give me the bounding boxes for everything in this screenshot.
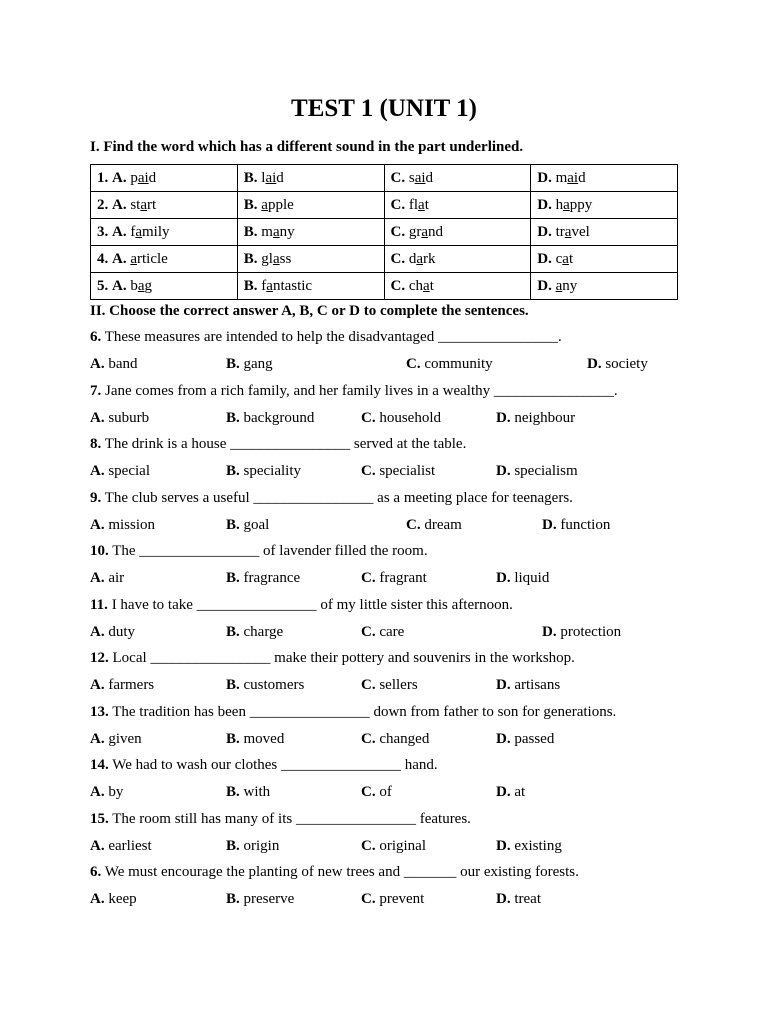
- question-number: 14.: [90, 757, 109, 773]
- option-text: earliest: [108, 837, 152, 854]
- option-letter: C.: [361, 837, 376, 854]
- word-part: s: [408, 170, 415, 186]
- word-part: ntastic: [272, 278, 313, 294]
- answer-option: [496, 408, 575, 428]
- question-number: 6.: [90, 329, 102, 345]
- option-text: household: [379, 409, 442, 426]
- question-number: 1.: [97, 170, 109, 186]
- underlined-sound: a: [418, 197, 425, 213]
- question-text: The ________________ of lavender filled the room.: [112, 543, 428, 559]
- underlined-sound: a: [261, 197, 268, 213]
- question-text: I have to take ________________ of my little sister this afternoon.: [111, 596, 513, 613]
- option-text: of: [379, 784, 392, 800]
- option-letter: D.: [537, 251, 552, 267]
- answer-option: [226, 622, 283, 642]
- option-letter: C.: [390, 224, 406, 240]
- option-letter: A.: [112, 251, 127, 267]
- word-part: mily: [142, 224, 170, 240]
- question-number: 8.: [90, 436, 102, 452]
- option-letter: A.: [90, 730, 105, 747]
- table-cell: [237, 273, 384, 300]
- section-2-heading: II. Choose the correct answer A, B, C or D to complete the sentences.: [90, 303, 529, 319]
- answer-option: [226, 782, 270, 802]
- question: [90, 755, 690, 782]
- underlined-sound: ai: [265, 170, 277, 186]
- option-text: liquid: [514, 570, 550, 586]
- option-letter: B.: [226, 730, 240, 747]
- option-letter: C.: [361, 570, 376, 586]
- option-letter: A.: [90, 356, 105, 372]
- answer-option: [226, 515, 269, 535]
- table-cell: [531, 219, 678, 246]
- option-letter: C.: [406, 516, 421, 533]
- table-cell: [237, 192, 384, 219]
- table-cell: [237, 219, 384, 246]
- answer-option: [361, 461, 435, 481]
- question-text: The club serves a useful ________________ as a meeting place for teenagers.: [104, 489, 573, 506]
- option-text: protection: [560, 623, 622, 640]
- table-cell: [531, 165, 678, 192]
- option-letter: C.: [390, 170, 406, 186]
- question: [90, 541, 690, 568]
- answer-option: [361, 836, 426, 856]
- option-letter: B.: [243, 251, 258, 267]
- option-text: with: [243, 784, 271, 800]
- option-letter: B.: [226, 784, 240, 800]
- option-letter: B.: [226, 623, 240, 640]
- option-letter: C.: [390, 197, 406, 213]
- word-part: rticle: [137, 251, 168, 267]
- answer-option: [90, 675, 154, 695]
- answer-option: [361, 729, 429, 749]
- option-letter: D.: [587, 356, 602, 372]
- answer-options: [90, 889, 690, 916]
- answer-options: [90, 408, 690, 435]
- answer-option: [496, 461, 578, 481]
- question-number: 15.: [90, 810, 109, 827]
- table-cell: [91, 246, 238, 273]
- table-cell: [531, 192, 678, 219]
- option-letter: A.: [112, 224, 127, 240]
- option-text: farmers: [108, 677, 155, 693]
- word-part: nd: [428, 224, 444, 240]
- word-part: ch: [408, 278, 424, 294]
- table-cell: [384, 219, 531, 246]
- table-row: [91, 273, 678, 300]
- option-letter: B.: [226, 891, 240, 907]
- option-text: origin: [243, 837, 280, 854]
- question-number: 3.: [97, 224, 109, 240]
- answer-option: [406, 354, 493, 374]
- underlined-sound: a: [272, 224, 280, 240]
- question: [90, 488, 690, 515]
- table-cell: [91, 273, 238, 300]
- option-letter: B.: [243, 197, 258, 213]
- underlined-sound: a: [555, 278, 563, 294]
- question: [90, 595, 690, 622]
- answer-option: [496, 729, 554, 749]
- table-cell: [384, 246, 531, 273]
- option-letter: A.: [90, 409, 105, 426]
- underlined-sound: a: [266, 278, 273, 294]
- word-part: rt: [147, 197, 157, 213]
- option-text: artisans: [514, 677, 561, 693]
- word-part: b: [130, 278, 138, 294]
- table-row: [91, 246, 678, 273]
- option-letter: D.: [496, 784, 511, 800]
- option-letter: C.: [361, 409, 376, 426]
- answer-options: [90, 461, 690, 488]
- question: [90, 702, 690, 729]
- page-title: TEST 1 (UNIT 1): [291, 95, 477, 122]
- word-part: c: [555, 251, 563, 267]
- answer-option: [90, 782, 123, 802]
- word-part: t: [424, 197, 429, 213]
- underlined-sound: ai: [414, 170, 426, 186]
- answer-options: [90, 568, 690, 595]
- word-part: gl: [261, 251, 273, 267]
- question-number: 10.: [90, 543, 109, 559]
- option-letter: A.: [90, 891, 105, 907]
- option-letter: C.: [406, 356, 421, 372]
- question: [90, 862, 690, 889]
- answer-option: [226, 729, 284, 749]
- word-part: t: [429, 278, 434, 294]
- table-cell: [237, 165, 384, 192]
- option-letter: D.: [537, 197, 552, 213]
- option-text: by: [108, 784, 124, 800]
- table-row: [91, 165, 678, 192]
- word-part: f: [261, 278, 267, 294]
- underlined-sound: a: [137, 278, 145, 294]
- option-letter: D.: [496, 463, 511, 479]
- question-text: The room still has many of its ________________ features.: [112, 810, 471, 827]
- option-letter: D.: [542, 516, 557, 533]
- option-letter: D.: [537, 224, 552, 240]
- question-number: 6.: [90, 864, 102, 880]
- option-text: changed: [379, 730, 430, 747]
- question-number: 12.: [90, 650, 109, 666]
- word-part: p: [130, 170, 138, 186]
- word-part: vel: [571, 224, 590, 240]
- option-text: preserve: [243, 891, 295, 907]
- underlined-sound: ai: [137, 170, 149, 186]
- answer-option: [226, 889, 294, 909]
- option-letter: B.: [226, 463, 240, 479]
- option-text: keep: [108, 891, 137, 907]
- question-number: 11.: [90, 596, 108, 613]
- option-text: charge: [243, 623, 284, 640]
- underlined-sound: a: [272, 251, 280, 267]
- answer-option: [90, 889, 137, 909]
- question-text: The drink is a house ________________ served at the table.: [104, 436, 467, 452]
- option-text: mission: [108, 516, 156, 533]
- underlined-sound: ai: [567, 170, 579, 186]
- word-part: ppy: [569, 197, 593, 213]
- question-number: 13.: [90, 703, 109, 720]
- word-part: ny: [279, 224, 295, 240]
- option-letter: B.: [226, 516, 240, 533]
- option-text: specialism: [514, 463, 578, 479]
- underlined-sound: a: [423, 278, 430, 294]
- option-text: fragrant: [379, 570, 427, 586]
- question: [90, 327, 690, 354]
- option-text: at: [514, 784, 526, 800]
- question-text: Jane comes from a rich family, and her family lives in a wealthy ________________.: [105, 382, 618, 399]
- underlined-sound: a: [421, 224, 429, 240]
- option-text: speciality: [243, 463, 301, 479]
- option-letter: D.: [496, 837, 511, 854]
- word-part: d: [408, 251, 417, 267]
- table-cell: [384, 165, 531, 192]
- option-text: function: [560, 516, 611, 533]
- table-cell: [91, 165, 238, 192]
- option-letter: B.: [226, 837, 240, 854]
- option-letter: D.: [496, 730, 511, 747]
- answer-option: [226, 408, 314, 428]
- option-text: sellers: [379, 677, 418, 693]
- word-part: pple: [267, 197, 294, 213]
- table-cell: [531, 246, 678, 273]
- option-letter: C.: [361, 891, 376, 907]
- option-text: dream: [424, 516, 462, 533]
- option-text: gang: [243, 356, 273, 372]
- word-part: d: [578, 170, 586, 186]
- question-number: 2.: [97, 197, 109, 213]
- table-cell: [531, 273, 678, 300]
- option-letter: D.: [496, 409, 511, 426]
- option-letter: C.: [390, 278, 406, 294]
- word-part: d: [276, 170, 284, 186]
- word-part: t: [568, 251, 574, 267]
- option-letter: D.: [496, 570, 511, 586]
- word-part: m: [555, 170, 568, 186]
- answer-option: [496, 836, 562, 856]
- underlined-sound: a: [416, 251, 424, 267]
- option-letter: C.: [361, 730, 376, 747]
- option-letter: D.: [496, 677, 511, 693]
- option-text: neighbour: [514, 409, 576, 426]
- underlined-sound: a: [140, 197, 148, 213]
- table-cell: [384, 192, 531, 219]
- question: [90, 809, 690, 836]
- answer-option: [90, 354, 138, 374]
- answer-option: [587, 354, 648, 374]
- answer-option: [542, 622, 621, 642]
- answer-options: [90, 836, 690, 863]
- answer-option: [361, 782, 392, 802]
- question-number: 9.: [90, 489, 102, 506]
- option-text: special: [108, 463, 150, 479]
- section-1-heading: I. Find the word which has a different sound in the part underlined.: [90, 139, 524, 155]
- word-part: l: [261, 170, 266, 186]
- option-text: society: [605, 356, 648, 372]
- question-text: These measures are intended to help the disadvantaged ________________.: [104, 329, 562, 345]
- word-part: ss: [279, 251, 292, 267]
- option-letter: A.: [90, 570, 105, 586]
- answer-option: [226, 836, 279, 856]
- question: [90, 434, 690, 461]
- word-part: fl: [408, 197, 419, 213]
- underlined-sound: a: [135, 224, 143, 240]
- option-letter: C.: [361, 677, 376, 693]
- option-letter: A.: [90, 516, 105, 533]
- answer-option: [226, 461, 301, 481]
- answer-options: [90, 782, 690, 809]
- underlined-sound: a: [563, 197, 570, 213]
- answer-option: [90, 515, 155, 535]
- option-letter: A.: [112, 197, 127, 213]
- answer-option: [496, 889, 541, 909]
- underlined-sound: a: [130, 251, 138, 267]
- answer-option: [90, 622, 135, 642]
- question-text: Local ________________ make their pottery and souvenirs in the workshop.: [112, 650, 575, 666]
- answer-options: [90, 729, 690, 756]
- table-row: [91, 192, 678, 219]
- option-letter: A.: [112, 278, 127, 294]
- answer-option: [90, 568, 124, 588]
- option-letter: C.: [390, 251, 406, 267]
- word-part: g: [144, 278, 153, 294]
- option-letter: D.: [537, 170, 552, 186]
- answer-option: [361, 675, 418, 695]
- option-text: given: [108, 730, 142, 747]
- option-letter: A.: [90, 463, 105, 479]
- word-part: f: [130, 224, 136, 240]
- answer-options: [90, 515, 690, 542]
- option-letter: D.: [542, 623, 557, 640]
- option-letter: B.: [243, 170, 258, 186]
- option-letter: A.: [112, 170, 127, 186]
- table-cell: [91, 192, 238, 219]
- word-part: st: [130, 197, 141, 213]
- word-part: ny: [562, 278, 578, 294]
- answer-option: [226, 354, 273, 374]
- option-letter: A.: [90, 784, 105, 800]
- question-number: 4.: [97, 251, 109, 267]
- option-text: existing: [514, 837, 562, 854]
- option-letter: B.: [226, 570, 240, 586]
- question-text: The tradition has been ________________ down from father to son for generations.: [112, 703, 617, 720]
- word-part: h: [555, 197, 564, 213]
- option-text: original: [379, 837, 426, 854]
- option-text: air: [108, 570, 125, 586]
- option-text: band: [108, 356, 138, 372]
- option-letter: A.: [90, 837, 105, 854]
- option-letter: B.: [243, 278, 258, 294]
- answer-option: [361, 889, 424, 909]
- option-letter: C.: [361, 784, 376, 800]
- word-part: m: [261, 224, 273, 240]
- option-text: background: [243, 409, 315, 426]
- option-text: duty: [108, 623, 136, 640]
- option-text: specialist: [379, 463, 436, 479]
- answer-option: [542, 515, 610, 535]
- option-letter: B.: [226, 356, 240, 372]
- table-row: [91, 219, 678, 246]
- answer-options: [90, 354, 690, 381]
- question: [90, 648, 690, 675]
- answer-option: [406, 515, 462, 535]
- answer-options: [90, 675, 690, 702]
- option-text: moved: [243, 730, 285, 747]
- answer-option: [496, 782, 525, 802]
- question-number: 7.: [90, 382, 102, 399]
- answer-option: [90, 461, 150, 481]
- word-part: d: [148, 170, 157, 186]
- table-cell: [237, 246, 384, 273]
- word-part: d: [425, 170, 434, 186]
- table-cell: [384, 273, 531, 300]
- option-text: prevent: [379, 891, 425, 907]
- option-letter: D.: [496, 891, 511, 907]
- answer-options: [90, 622, 690, 649]
- option-letter: A.: [90, 677, 105, 693]
- question-list: [90, 327, 690, 916]
- answer-option: [226, 568, 300, 588]
- answer-option: [361, 568, 427, 588]
- option-letter: B.: [243, 224, 258, 240]
- option-text: community: [424, 356, 493, 372]
- option-text: suburb: [108, 409, 150, 426]
- word-part: gr: [408, 224, 422, 240]
- question: [90, 381, 690, 408]
- answer-option: [496, 675, 560, 695]
- question-text: We must encourage the planting of new trees and _______ our existing forests.: [104, 864, 579, 880]
- answer-option: [361, 408, 441, 428]
- phonetics-table: [90, 164, 678, 300]
- answer-option: [90, 836, 152, 856]
- answer-option: [226, 675, 304, 695]
- option-letter: D.: [537, 278, 552, 294]
- option-text: goal: [243, 516, 270, 533]
- underlined-sound: a: [562, 251, 569, 267]
- option-letter: A.: [90, 623, 105, 640]
- question-number: 5.: [97, 278, 109, 294]
- word-part: tr: [555, 224, 565, 240]
- option-letter: C.: [361, 463, 376, 479]
- option-text: passed: [514, 730, 555, 747]
- answer-option: [90, 408, 149, 428]
- word-part: rk: [423, 251, 436, 267]
- option-text: treat: [514, 891, 541, 907]
- option-letter: C.: [361, 623, 376, 640]
- question-text: We had to wash our clothes ________________ hand.: [112, 757, 438, 773]
- underlined-sound: a: [564, 224, 572, 240]
- option-text: care: [379, 623, 405, 640]
- option-text: fragrance: [243, 570, 301, 586]
- option-letter: B.: [226, 677, 240, 693]
- table-cell: [91, 219, 238, 246]
- option-text: customers: [243, 677, 305, 693]
- option-letter: B.: [226, 409, 240, 426]
- answer-option: [361, 622, 404, 642]
- answer-option: [496, 568, 549, 588]
- answer-option: [90, 729, 142, 749]
